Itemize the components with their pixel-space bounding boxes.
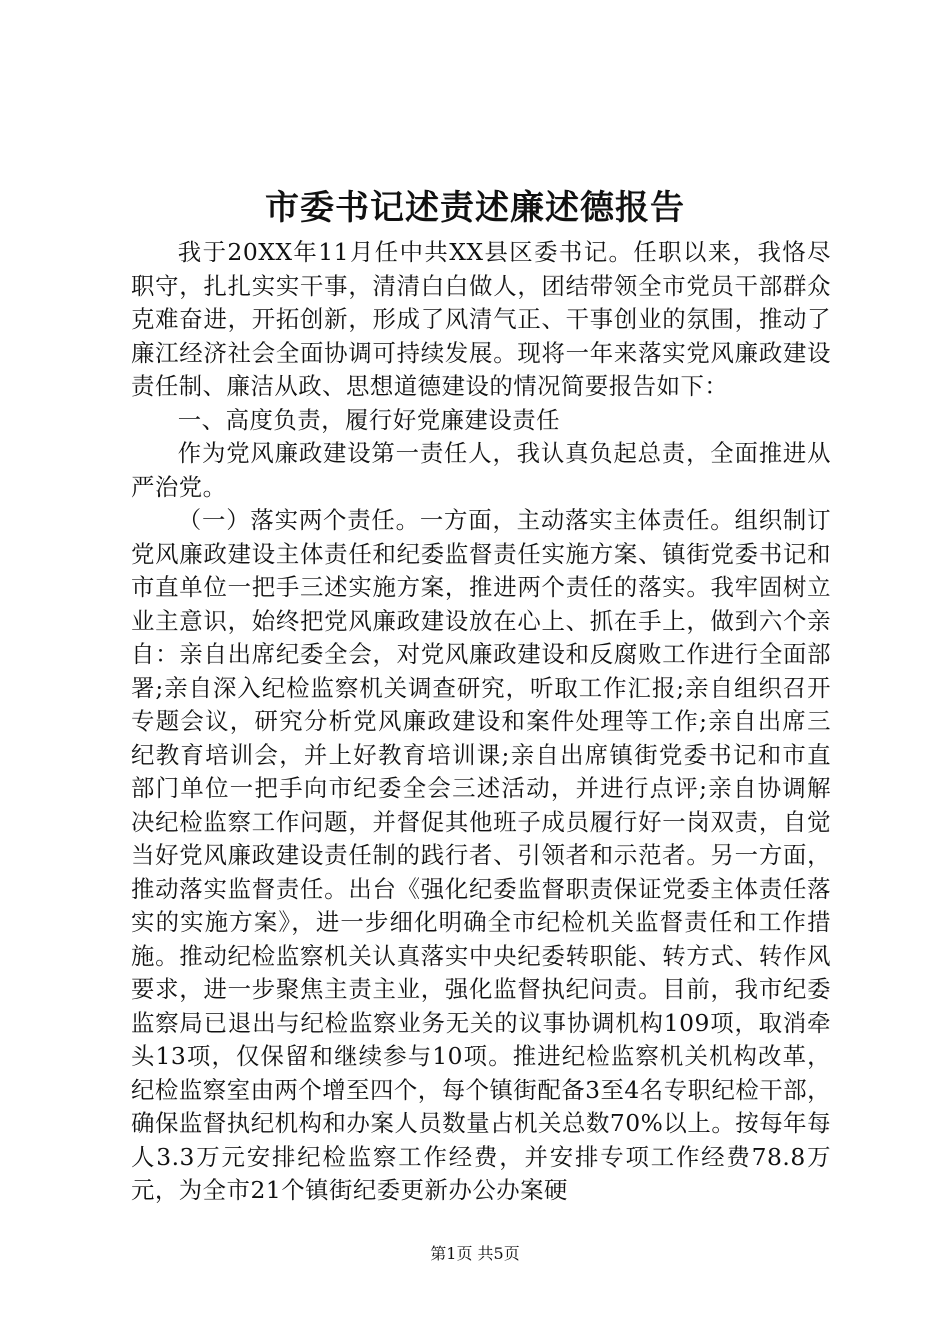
document-body [131,236,831,1208]
document-title: 市委书记述责述廉述德报告 [265,188,685,228]
section-heading-1: 一、高度负责，履行好党廉建设责任 [177,405,561,434]
paragraph-intro: 我于20XX年11月任中共XX县区委书记。任职以来，我恪尽职守，扎扎实实干事，清清白白做人，团结带领全市党员干部群众克难奋进，开拓创新，形成了风清气正、干事创业的氛围，推动了廉江经济社会全面协调可持续发展。现将一年来落实党风廉政建设责任制、廉洁从政、思想道德建设的情况简要报告如下： [131,238,831,400]
page-footer: 第1页 共5页 [430,1244,520,1263]
paragraph-responsibility: 作为党风廉政建设第一责任人，我认真负起总责，全面推进从严治党。 [131,439,831,501]
paragraph-two-responsibilities: （一）落实两个责任。一方面，主动落实主体责任。组织制订党风廉政建设主体责任和纪委监督责任实施方案、镇街党委书记和市直单位一把手三述实施方案，推进两个责任的落实。我牢固树立业主意识，始终把党风廉政建设放在心上、抓在手上，做到六个亲自：亲自出席纪委全会，对党风廉政建设和反腐败工作进行全面部署;亲自深入纪检监察机关调查研究，听取工作汇报;亲自组织召开专题会议，研究分析党风廉政建设和案件处理等工作;亲自出席三纪教育培训会，并上好教育培训课;亲自出席镇街党委书记和市直部门单位一把手向市纪委全会三述活动，并进行点评;亲自协调解决纪检监察工作问题，并督促其他班子成员履行好一岗双责，自觉当好党风廉政建设责任制的践行者、引领者和示范者。另一方面，推动落实监督责任。出台《强化纪委监督职责保证党委主体责任落实的实施方案》，进一步细化明确全市纪检机关监督责任和工作措施。推动纪检监察机关认真落实中央纪委转职能、转方式、转作风要求，进一步聚焦主责主业，强化监督执纪问责。目前，我市纪委监察局已退出与纪检监察业务无关的议事协调机构109项，取消牵头13项，仅保留和继续参与10项。推进纪检监察机关机构改革，纪检监察室由两个增至四个，每个镇街配备3至4名专职纪检干部，确保监督执纪机构和办案人员数量占机关总数70%以上。按每年每人3.3万元安排纪检监察工作经费，并安排专项工作经费78.8万元，为全市21个镇街纪委更新办公办案硬 [131,506,831,1204]
